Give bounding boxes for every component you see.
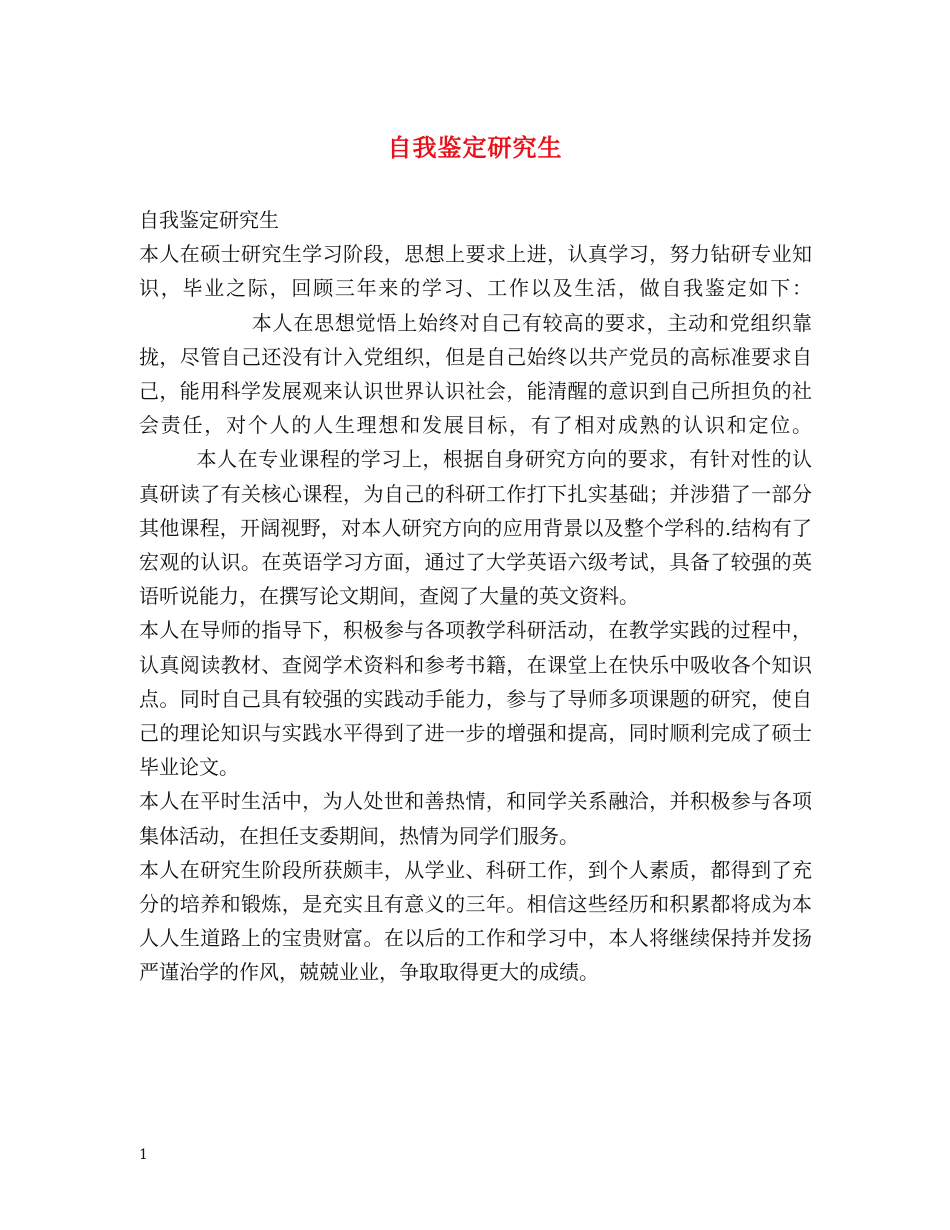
document-body [139,203,812,990]
paragraph-1-intro: 本人在硕士研究生学习阶段，思想上要求上进，认真学习，努力钻研专业知识，毕业之际，回顾三年来的学习、工作以及生活，做自我鉴定如下： [139,242,812,301]
paragraph-2: 本人在导师的指导下，积极参与各项教学科研活动，在教学实践的过程中，认真阅读教材、查阅学术资料和参考书籍，在课堂上在快乐中吸收各个知识点。同时自己具有较强的实践动手能力，参与了导师多项课题的研究，使自己的理论知识与实践水平得到了进一步的增强和提高，同时顺利完成了硕士毕业论文。 [139,618,812,780]
body-heading: 自我鉴定研究生 [139,208,279,232]
document-title: 自我鉴定研究生 [387,133,563,162]
page-number: 1 [139,1147,148,1163]
paragraph-3: 本人在平时生活中，为人处世和善热情，和同学关系融洽，并积极参与各项集体活动，在担任支委期间，热情为同学们服务。 [139,789,812,848]
paragraph-1 [139,237,812,613]
paragraph-1-ideology: 本人在思想觉悟上始终对自己有较高的要求，主动和党组织靠拢，尽管自己还没有计入党组织，但是自己始终以共产党员的高标准要求自己，能用科学发展观来认识世界认识社会，能清醒的意识到自己所担负的社会责任，对个人的人生理想和发展目标，有了相对成熟的认识和定位。 [139,310,812,438]
paragraph-4: 本人在研究生阶段所获颇丰，从学业、科研工作，到个人素质，都得到了充分的培养和锻炼，是充实且有意义的三年。相信这些经历和积累都将成为本人人生道路上的宝贵财富。在以后的工作和学习中，本人将继续保持并发扬严谨治学的作风，兢兢业业，争取取得更大的成绩。 [139,857,812,985]
paragraph-1-study: 本人在专业课程的学习上，根据自身研究方向的要求，有针对性的认真研读了有关核心课程，为自己的科研工作打下扎实基础；并涉猎了一部分其他课程，开阔视野，对本人研究方向的应用背景以及整个学科的.结构有了宏观的认识。在英语学习方面，通过了大学英语六级考试，具备了较强的英语听说能力，在撰写论文期间，查阅了大量的英文资料。 [139,447,812,609]
